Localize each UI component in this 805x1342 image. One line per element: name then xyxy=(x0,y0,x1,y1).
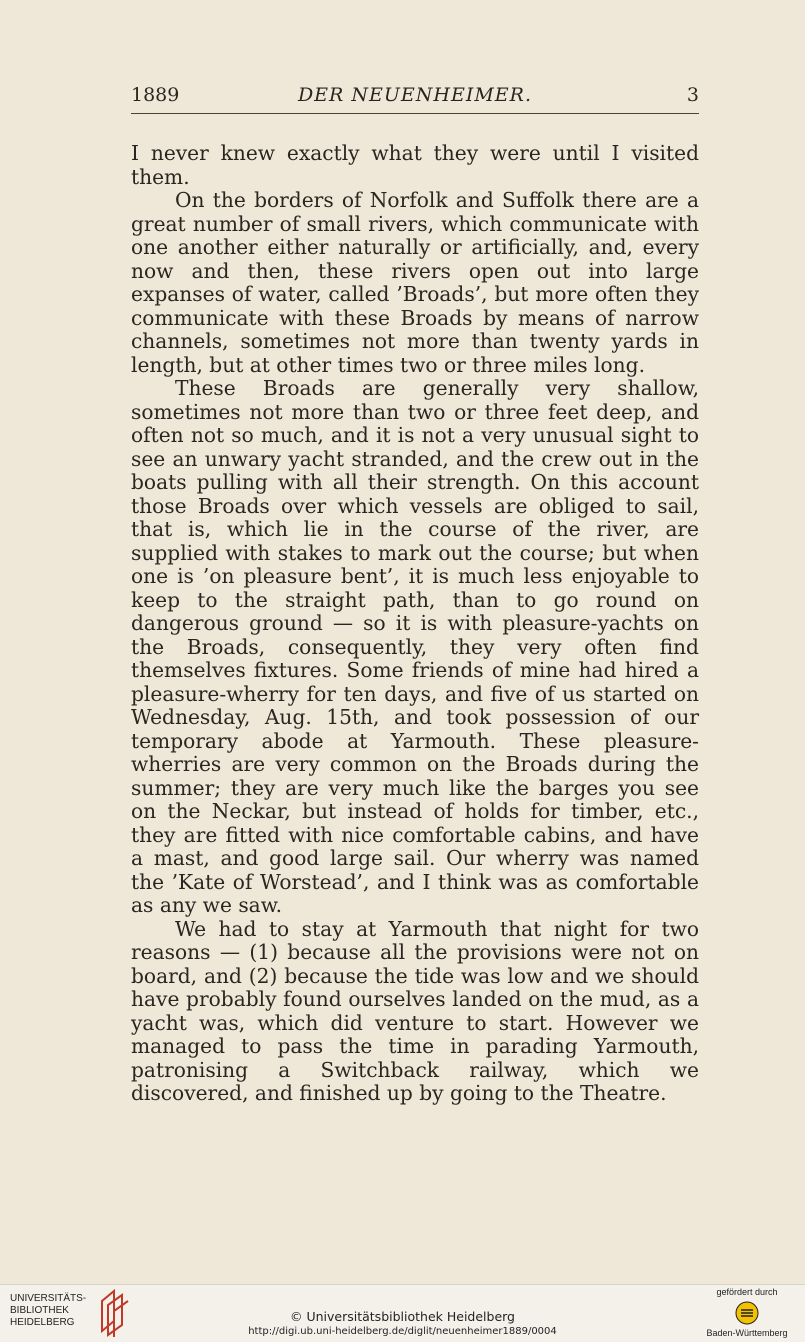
header-year: 1889 xyxy=(131,84,180,106)
copyright-notice: © Universitätsbibliothek Heidelberg xyxy=(289,1309,515,1324)
header-title: DER NEUENHEIMER. xyxy=(297,84,533,106)
funding-note xyxy=(697,1287,797,1338)
funded-by-label: gefördert durch xyxy=(716,1287,778,1297)
library-line-3: HEIDELBERG xyxy=(10,1317,75,1328)
paragraph-1: I never knew exactly what they were until I visited them. xyxy=(131,141,699,189)
running-header xyxy=(131,84,699,114)
page-number: 3 xyxy=(686,84,699,106)
library-line-1: UNIVERSITÄTS- xyxy=(10,1293,87,1304)
digitization-footer xyxy=(0,1284,805,1342)
header-rule xyxy=(131,113,699,114)
paragraph-2: On the borders of Norfolk and Suffolk there are a great number of small rivers, which communicate with one another either naturally or artificially, and, every now and then, these rivers open out into large expanses of water, called ’Broads’, but more often they communicate with these Broads by means of narrow channels, sometimes not more than twenty yards in length, but at other times two or three miles long. xyxy=(131,188,699,377)
state-seal-icon xyxy=(734,1300,760,1326)
paragraph-4: We had to stay at Yarmouth that night for two reasons — (1) because all the provisions were not on board, and (2) because the tide was low and we should have probably found ourselves landed on the mud, as a yacht was, which did venture to start. However we managed to pass the time in parading Yarmouth, patronising a Switchback railway, which we discovered, and finished up by going to the Theatre. xyxy=(131,916,699,1105)
permalink[interactable]: http://digi.ub.uni-heidelberg.de/diglit/neuenheimer1889/0004 xyxy=(248,1326,557,1337)
library-line-2: BIBLIOTHEK xyxy=(10,1305,69,1316)
article-body xyxy=(131,142,699,1106)
paragraph-3: These Broads are generally very shallow, sometimes not more than two or three feet deep, and often not so much, and it is not a very unusual sight to see an unwary yacht stranded, and the crew out in the boats pulling with all their strength. On this account those Broads over which vessels are obliged to sail, that is, which lie in the course of the river, are supplied with stakes to mark out the course; but when one is ’on pleasure bent’, it is much less enjoyable to keep to the straight path, than to go round on dangerous ground — so it is with pleasure-yachts on the Broads, consequently, they very often find themselves fixtures. Some friends of mine had hired a pleasure-wherry for ten days, and five of us started on Wednesday, Aug. 15th, and took possession of our temporary abode at Yarmouth. These pleasure-wherries are very common on the Broads during the summer; they are very much like the barges you see on the Neckar, but instead of holds for timber, etc., they are fitted with nice comfortable cabins, and have a mast, and good large sail. Our wherry was named the ’Kate of Worstead’, and I think was as comfortable as any we saw. xyxy=(131,376,699,917)
state-name: Baden-Württemberg xyxy=(706,1328,788,1338)
